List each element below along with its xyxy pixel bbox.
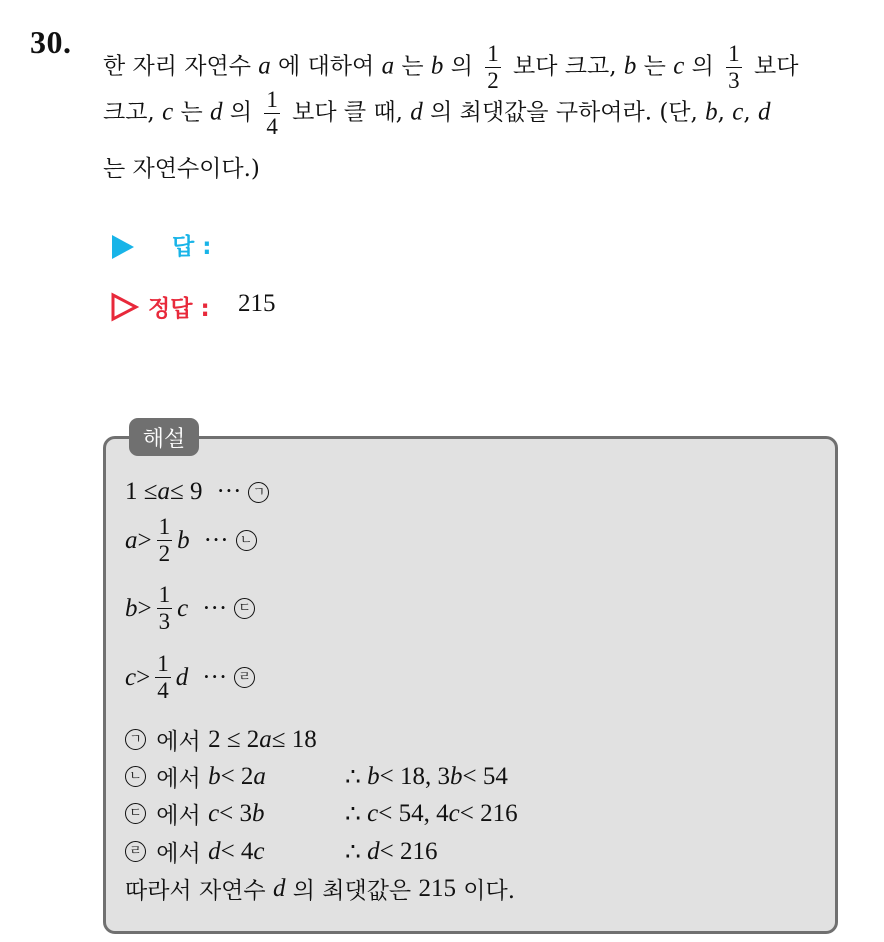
fraction: $\frac{1}{2}$ — [158, 514, 171, 567]
fraction: $\frac{1}{4}$ — [157, 651, 169, 704]
question-line-3: 는 자연수이다.) — [103, 156, 260, 182]
circled-mark: ㄱ — [125, 729, 146, 750]
solution-tab: 해설 — [129, 418, 199, 456]
fraction: $\frac{1}{3}$ — [728, 41, 740, 94]
solution-line-7-conclusion: ∴ c < 54, 4 c < 216 — [345, 799, 518, 828]
solution-line-6: ㄴ 에서 b < 2 a ∴ b < 18, 3 b < 54 — [125, 760, 266, 793]
answer-label: 답 : — [172, 234, 212, 260]
solution-line-9: 따라서 자연수 d 의 최댓값은 215 이다. — [125, 874, 516, 904]
solution-line-1: 1 ≤ a ≤ 9 ··· ㄱ — [125, 478, 272, 506]
fraction: $\frac{1}{4}$ — [266, 87, 278, 140]
correct-answer-label: 정답 : — [148, 296, 210, 322]
circled-mark: ㄴ — [236, 530, 257, 551]
circled-mark: ㄱ — [248, 482, 269, 503]
solution-line-8-conclusion: ∴ d < 216 — [345, 837, 438, 866]
circled-mark: ㄷ — [125, 803, 146, 824]
solution-line-2: a > $\frac{1}{2}$ b ··· ㄴ — [125, 515, 260, 566]
circled-mark: ㄷ — [234, 598, 255, 619]
play-arrow-icon — [112, 235, 134, 259]
problem-number: 30. — [30, 24, 72, 60]
circled-mark: ㄹ — [234, 667, 255, 688]
question-line-2: 크고, c 는 d 의 $\frac{1}{4}$ 보다 클 때, d 의 최댓값을 구하여라. (단, b, c, d — [103, 87, 771, 140]
fraction: $\frac{1}{3}$ — [158, 582, 171, 635]
solution-line-5: ㄱ 에서 2 ≤ 2 a ≤ 18 — [125, 723, 317, 756]
solution-line-6-conclusion: ∴ b < 18, 3 b < 54 — [345, 762, 508, 791]
question-line-1: 한 자리 자연수 a 에 대하여 a 는 b 의 $\frac{1}{2}$ 보다 크고, b 는 c 의 $\frac{1}{3}$ 보다 — [103, 41, 799, 94]
solution-line-8: ㄹ 에서 d < 4 c ∴ d < 216 — [125, 835, 265, 868]
correct-answer-value: 215 — [238, 290, 276, 317]
solution-line-4: c > $\frac{1}{4}$ d ··· ㄹ — [125, 652, 258, 703]
fraction: $\frac{1}{2}$ — [487, 41, 499, 94]
circled-mark: ㄹ — [125, 841, 146, 862]
solution-line-7: ㄷ 에서 c < 3 b ∴ c < 54, 4 c < 216 — [125, 797, 265, 830]
circled-mark: ㄴ — [125, 766, 146, 787]
outline-arrow-icon — [110, 292, 140, 322]
solution-line-3: b > $\frac{1}{3}$ c ··· ㄷ — [125, 583, 258, 634]
